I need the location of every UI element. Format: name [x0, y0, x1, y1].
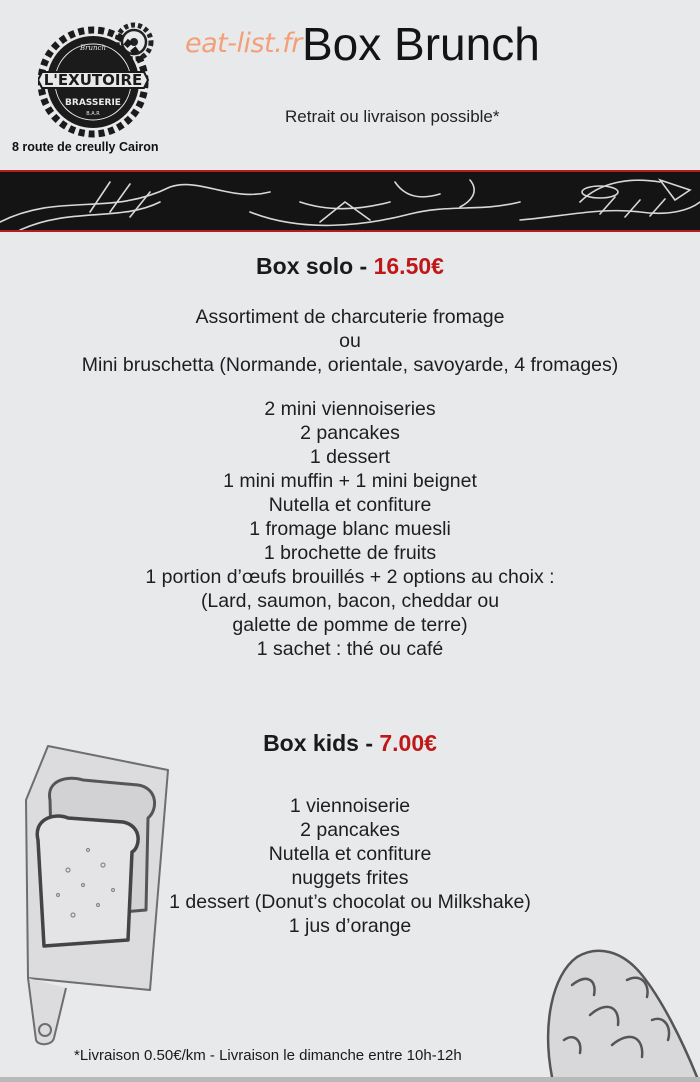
svg-text:L'EXUTOIRE: L'EXUTOIRE	[43, 71, 143, 89]
delivery-footnote: *Livraison 0.50€/km - Livraison le dimanche entre 10h-12h	[74, 1047, 462, 1064]
list-item: Nutella et confiture	[268, 494, 432, 516]
list-item: 2 pancakes	[300, 422, 400, 444]
list-item: (Lard, saumon, bacon, cheddar ou	[200, 590, 500, 612]
list-item: Mini bruschetta (Normande, orientale, savoyarde, 4 fromages)	[81, 354, 619, 376]
box-solo-title	[0, 253, 700, 280]
list-item: 1 jus d’orange	[288, 915, 412, 937]
baguette-sketch	[532, 945, 700, 1077]
list-item: 1 dessert	[309, 446, 391, 468]
box-kids-price: 7.00€	[379, 730, 437, 756]
list-item: 1 mini muffin + 1 mini beignet	[223, 470, 477, 492]
list-item: 1 viennoiserie	[289, 795, 411, 817]
exutoire-logo	[38, 20, 158, 140]
box-kids-title	[0, 730, 700, 757]
list-item: ou	[339, 330, 361, 352]
box-kids-name: Box kids -	[263, 730, 380, 756]
list-item: 1 dessert (Donut’s chocolat ou Milkshake)	[169, 891, 531, 913]
list-item: galette de pomme de terre)	[232, 614, 468, 636]
page-subtitle: Retrait ou livraison possible*	[285, 107, 500, 126]
eat-list-watermark: eat-list.fr	[185, 28, 302, 59]
box-kids-item-list	[0, 794, 700, 938]
list-item: Nutella et confiture	[268, 843, 432, 865]
banner-sketch-drawing	[0, 172, 700, 230]
list-item: 1 brochette de fruits	[263, 542, 437, 564]
svg-text:B.A.R: B.A.R	[86, 111, 100, 117]
list-item: Assortiment de charcuterie fromage	[195, 306, 505, 328]
box-solo-price: 16.50€	[373, 253, 444, 279]
restaurant-address: 8 route de creully Cairon	[12, 140, 159, 154]
list-item: 2 pancakes	[300, 819, 400, 841]
page-title: Box Brunch	[302, 18, 540, 70]
decorative-banner	[0, 170, 700, 232]
list-item: 1 fromage blanc muesli	[249, 518, 451, 540]
list-item: nuggets frites	[291, 867, 409, 889]
bottom-divider	[0, 1077, 700, 1082]
list-item: 1 portion d’œufs brouillés + 2 options au choix :	[145, 566, 555, 588]
box-solo-item-list	[0, 397, 700, 661]
svg-text:Brunch: Brunch	[80, 44, 106, 52]
box-solo-name: Box solo -	[256, 253, 374, 279]
list-item: 1 sachet : thé ou café	[256, 638, 444, 660]
list-item: 2 mini viennoiseries	[264, 398, 436, 420]
svg-text:BRASSERIE: BRASSERIE	[65, 98, 121, 108]
box-solo-choice-list	[0, 305, 700, 377]
